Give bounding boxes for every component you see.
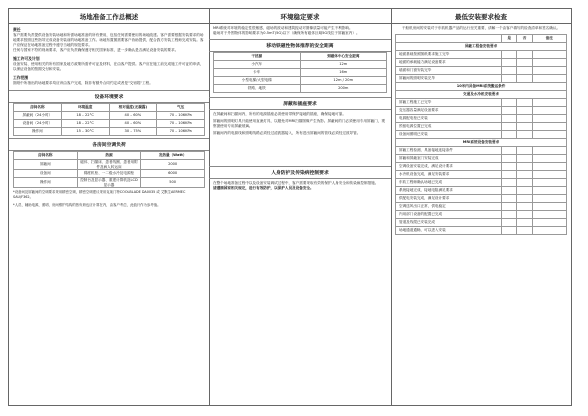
checklist-remark-box[interactable] [532, 219, 566, 227]
checklist-item-label: 管道及线缆已安装完成 [396, 219, 502, 227]
env-table [13, 103, 205, 136]
table-cell: 屏蔽间（24小时） [14, 112, 62, 120]
checklist-no-box[interactable] [517, 187, 532, 195]
checklist-header-cell: 否 [517, 35, 532, 43]
footnote: *设备间及屏蔽间的空调要求采用精密空调，精密空调建议采用克莱门特COOLBLADE DA0035 或 艾默生AERMEC SAU/F362。 [13, 190, 186, 199]
checklist-remark-box[interactable] [532, 99, 566, 107]
overview-notes [9, 188, 209, 210]
checklist-section-title: 10米内具备MRI系统搬运条件 [396, 83, 567, 91]
table-cell: 磁体、扫描床、患者线圈、患者用附件及病人转运床 [77, 160, 141, 170]
checklist-header-cell [396, 35, 502, 43]
checklist-yes-box[interactable] [502, 99, 517, 107]
checklist-item-label: 变压器容量满足设备要求 [396, 107, 502, 115]
environment-column [209, 9, 392, 405]
intro-heading: 工作范围 [13, 75, 29, 80]
checklist-item-label: 水冷机设备完成，满足安装要求 [396, 171, 502, 179]
environment-text-2: 磁场对于外围物体的影响要求为0.5mT(5G)以下（确保所有磁体区域5G线位于屏蔽室内）。 [213, 31, 360, 35]
checklist-no-box[interactable] [517, 67, 532, 75]
table-cell: 200m [300, 85, 387, 93]
checklist-item-row [396, 179, 567, 187]
mag-table-wrap [209, 52, 391, 93]
env-table-body [14, 112, 205, 136]
checklist-yes-box[interactable] [502, 187, 517, 195]
checklist-no-box[interactable] [517, 203, 532, 211]
checklist-yes-box[interactable] [502, 179, 517, 187]
checklist-remark-box[interactable] [532, 123, 566, 131]
checklist-no-box[interactable] [517, 219, 532, 227]
checklist-yes-box[interactable] [502, 171, 517, 179]
checklist-yes-box[interactable] [502, 219, 517, 227]
footnote: *人员、辅助电源、照明、房间维护结构的热负荷也应计算在内，由客户考虑，此值只作为参考值。 [13, 203, 161, 208]
checklist-yes-box[interactable] [502, 163, 517, 171]
env-header-cell: 环境温度 [61, 104, 109, 112]
checklist-item-row [396, 195, 567, 203]
heat-header-cell: 发热量（Watt） [141, 152, 205, 160]
table-cell: 屏蔽间 [14, 160, 78, 170]
table-cell: 小型电梯/大型电梯 [214, 77, 301, 85]
checklist-section-row [396, 139, 567, 147]
checklist-item-label: 空调设备安装完成，满足设计要求 [396, 163, 502, 171]
checklist-no-box[interactable] [517, 51, 532, 59]
checklist-no-box[interactable] [517, 155, 532, 163]
table-cell: 设备间（24小时） [14, 120, 62, 128]
checklist-item-label: 屏蔽和屏蔽室门安装完成 [396, 155, 502, 163]
checklist-item-label: 地面的承载能力满足设备要求 [396, 59, 502, 67]
checklist-item-label: 内用部门设备的配置已完成 [396, 211, 502, 219]
heat-header-cell: 房间名称 [14, 152, 78, 160]
table-row [214, 69, 387, 77]
checklist-no-box[interactable] [517, 99, 532, 107]
mag-header-cell: 到磁体中心安全距离 [300, 53, 387, 61]
checklist-item-row [396, 147, 567, 155]
table-row [14, 178, 205, 188]
checklist-item-label: 场地通道通畅，可以进入安装 [396, 227, 502, 235]
safety-text: 在整个场地准备过程中以及设备安装调试过程中，客户需要采取有效的保护人身安全和传染病控制措施。 [213, 181, 379, 185]
heat-table [13, 151, 205, 188]
checklist-yes-box[interactable] [502, 195, 517, 203]
checklist-item-label: 电源配电柜已安装 [396, 115, 502, 123]
checklist-remark-box[interactable] [532, 131, 566, 139]
checklist-yes-box[interactable] [502, 155, 517, 163]
checklist-section-title: MRI系统设备安装要求 [396, 139, 567, 147]
table-cell: 小汽车 [214, 61, 301, 69]
table-cell: 控制台及显示器、重建计算机及LCD显示器 [77, 178, 141, 188]
checklist-wrap [391, 34, 571, 235]
intro-heading: 施工许可及计划 [13, 56, 40, 61]
checklist-item-row [396, 227, 567, 235]
checklist-section-row [396, 83, 567, 91]
table-cell: 2000 [141, 160, 205, 170]
checklist-item-row [396, 171, 567, 179]
table-cell: 30 – 75% [109, 128, 157, 136]
table-row [214, 85, 387, 93]
table-cell: 操作间 [14, 128, 62, 136]
env-header-cell: 相对湿度(无凝露) [109, 104, 157, 112]
checklist-table [395, 34, 567, 235]
checklist-item-row [396, 123, 567, 131]
checklist-remark-box[interactable] [532, 211, 566, 219]
checklist-item-label: 空调送风出口正常，供电稳定 [396, 203, 502, 211]
table-row [214, 77, 387, 85]
checklist-remark-box[interactable] [532, 227, 566, 235]
checklist-item-label: 屏蔽工程检测，具备接地连接条件 [396, 147, 502, 155]
checklist-remark-box[interactable] [532, 163, 566, 171]
checklist-no-box[interactable] [517, 107, 532, 115]
heat-header-cell: 热源 [77, 152, 141, 160]
checklist-remark-box[interactable] [532, 115, 566, 123]
table-cell: 梯度机柜、一二级水冷及电源柜 [77, 170, 141, 178]
checklist-yes-box[interactable] [502, 147, 517, 155]
checklist-item-row [396, 155, 567, 163]
checklist-item-label: 预留电源位置已完成 [396, 123, 502, 131]
checklist-item-label: 墙面和门窗安装完毕 [396, 67, 502, 75]
checklist-yes-box[interactable] [502, 75, 517, 83]
table-cell: 卡车 [214, 69, 301, 77]
site-prep-overview-column [9, 9, 210, 405]
overview-title: 场地准备工作总概述 [9, 9, 209, 24]
table-cell: 18 – 22°C [61, 112, 109, 120]
table-cell: 40 – 60% [109, 112, 157, 120]
table-row [14, 170, 205, 178]
table-cell: 500 [141, 178, 205, 188]
checklist-no-box[interactable] [517, 179, 532, 187]
checklist-item-row [396, 163, 567, 171]
env-table-wrap [9, 103, 209, 136]
checklist-remark-box[interactable] [532, 195, 566, 203]
overview-intro [9, 27, 209, 86]
site-prep-sheet [8, 8, 572, 406]
checklist-yes-box[interactable] [502, 51, 517, 59]
checklist-remark-box[interactable] [532, 147, 566, 155]
table-cell: 70 – 106KPa [157, 120, 205, 128]
checklist-no-box[interactable] [517, 131, 532, 139]
shield-text: 在屏蔽间和扫描间内，所有的电源插座必须使用带保护接地的插座，确保接地可靠。 [213, 112, 346, 116]
install-check-intro: 干船机房间的安装对于东软机器产品的运行至关重要，请解一个由客户填写的检查清单和签名确认。 [401, 26, 561, 30]
checklist-yes-box[interactable] [502, 131, 517, 139]
table-cell: 40 – 60% [109, 120, 157, 128]
checklist-item-label: 地面基础按照图纸要求施工完毕 [396, 51, 502, 59]
magnetic-distance-title: 移动铁磁性物体推荐的安全距离 [209, 39, 391, 52]
checklist-item-row [396, 131, 567, 139]
env-requirements-title: 设备环境要求 [9, 90, 209, 103]
checklist-yes-box[interactable] [502, 59, 517, 67]
checklist-item-row [396, 67, 567, 75]
intro-paragraph: 客户需要负责提供设备安装场地和所需场地准备的所有费用，包括任何需要使用的场地改建。客户需要根据安装要求的场地要求按照这些指导完成设备安装前的场地准备工作。场地布置图需要客户协助提供，配合我方安装工程师完成安装。客户应保证在场地准备过程中遵守当地的规范要求。 [13, 33, 204, 47]
checklist-remark-box[interactable] [532, 171, 566, 179]
heat-table-wrap [9, 151, 209, 188]
checklist-remark-box[interactable] [532, 75, 566, 83]
checklist-no-box[interactable] [517, 75, 532, 83]
shield-socket-title: 屏蔽和插座要求 [209, 97, 391, 110]
table-cell: 70 – 106KPa [157, 128, 205, 136]
checklist-yes-box[interactable] [502, 123, 517, 131]
checklist-item-row [396, 115, 567, 123]
table-cell: 设备间 [14, 170, 78, 178]
checklist-yes-box[interactable] [502, 67, 517, 75]
checklist-section-row [396, 91, 567, 99]
table-cell: 15 – 30°C [61, 128, 109, 136]
checklist-remark-box[interactable] [532, 203, 566, 211]
mag-header-cell: 干扰源 [214, 53, 301, 61]
checklist-yes-box[interactable] [502, 211, 517, 219]
checklist-no-box[interactable] [517, 59, 532, 67]
checklist-yes-box[interactable] [502, 115, 517, 123]
table-row [14, 112, 205, 120]
checklist-yes-box[interactable] [502, 107, 517, 115]
checklist-no-box[interactable] [517, 163, 532, 171]
intro-paragraph: 任何与国家不符的现场要求，客户应负责确保遵守相关国家标准，进一步确认是否满足设备安装的要求。 [13, 48, 179, 52]
safety-title: 人身防护及传染病控制要求 [209, 166, 391, 179]
checklist-remark-box[interactable] [532, 155, 566, 163]
checklist-item-label: 屏蔽工程施工已完毕 [396, 99, 502, 107]
intro-paragraph: 图纸中所指出的场地要求均应该由客户完成，除非有额外合同约定或者是"交钥匙"工程。 [13, 81, 153, 85]
shield-text-2: 屏蔽间的照明灯具只能使用直流灯具，以避免对MRI扫描图像产生伪影。屏蔽间的门必须使用专用屏蔽门，观察窗使用专用屏蔽玻璃。 [213, 119, 385, 128]
checklist-remark-box[interactable] [532, 59, 566, 67]
environment-text: MRI系统对环境的稳定性很敏感，磁场的波动和建筑振动对图像质量可能产生不利影响。 [213, 26, 353, 30]
table-cell: 12m [300, 61, 387, 69]
table-cell: 操作间 [14, 178, 78, 188]
checklist-header [396, 35, 567, 43]
mag-table-body [214, 61, 387, 93]
checklist-remark-box[interactable] [532, 51, 566, 59]
checklist-item-label: 屏蔽间的照明安装完毕 [396, 75, 502, 83]
checklist-header-cell: 备注 [532, 35, 566, 43]
table-cell: 18 – 22°C [61, 120, 109, 128]
checklist-no-box[interactable] [517, 171, 532, 179]
checklist-item-row [396, 219, 567, 227]
heat-table-header [14, 152, 205, 160]
checklist-item-row [396, 107, 567, 115]
checklist-item-row [396, 187, 567, 195]
checklist-no-box[interactable] [517, 227, 532, 235]
checklist-section-title: 交通及水冷机安装要求 [396, 91, 567, 99]
checklist-no-box[interactable] [517, 211, 532, 219]
table-cell: 铁路、地铁 [214, 85, 301, 93]
safety-text-bold: 请遵循国家相关规定，进行有效防护，以保护人员及设备安全。 [213, 186, 314, 190]
shield-text-3: 屏蔽间内的电源线和照明线路必须经过滤波器接入，所有进出屏蔽间的管线必须经过波导管。 [213, 131, 361, 135]
checklist-no-box[interactable] [517, 123, 532, 131]
table-row [14, 120, 205, 128]
mag-table [213, 52, 387, 93]
table-row [14, 128, 205, 136]
env-header-cell: 气压 [157, 104, 205, 112]
checklist-item-row [396, 51, 567, 59]
checklist-item-label: 东软工程师确认场地已完成 [396, 179, 502, 187]
environment-title: 环境稳定要求 [209, 9, 391, 24]
checklist-no-box[interactable] [517, 115, 532, 123]
install-check-title: 最低安装要求检查 [391, 9, 571, 24]
install-check-column [391, 9, 571, 405]
checklist-item-label: 系统接地完成，接地电阻满足要求 [396, 187, 502, 195]
checklist-section-title: 屏蔽工程备安装要求 [396, 43, 567, 51]
checklist-remark-box[interactable] [532, 67, 566, 75]
intro-heading: 责任 [13, 27, 21, 32]
checklist-item-row [396, 59, 567, 67]
env-header-cell: 房间名称 [14, 104, 62, 112]
intro-paragraph: 设备安装、使用相关的所有国家及地方政策所需许可证及材料，在由客户提供。客户应在施工前完成施工许可证的申请，以保证设备的按期交付和安装。 [13, 62, 204, 71]
heat-table-body [14, 160, 205, 188]
checklist-header-cell: 是 [502, 35, 517, 43]
checklist-yes-box[interactable] [502, 203, 517, 211]
checklist-remark-box[interactable] [532, 179, 566, 187]
table-cell: 70 – 106KPa [157, 112, 205, 120]
checklist-remark-box[interactable] [532, 107, 566, 115]
checklist-no-box[interactable] [517, 195, 532, 203]
table-row [14, 160, 205, 170]
table-cell: 16m [300, 69, 387, 77]
table-cell: 12m / 20m [300, 77, 387, 85]
checklist-remark-box[interactable] [532, 187, 566, 195]
checklist-item-row [396, 99, 567, 107]
table-cell: 6000 [141, 170, 205, 178]
checklist-body [396, 43, 567, 235]
env-table-header [14, 104, 205, 112]
checklist-no-box[interactable] [517, 147, 532, 155]
checklist-item-row [396, 211, 567, 219]
checklist-item-row [396, 203, 567, 211]
checklist-yes-box[interactable] [502, 227, 517, 235]
mag-table-header [214, 53, 387, 61]
checklist-section-row [396, 43, 567, 51]
heat-load-title: 各房间空调负荷 [9, 138, 209, 151]
checklist-item-label: 设备间照明已安装 [396, 131, 502, 139]
table-row [214, 61, 387, 69]
checklist-item-row [396, 75, 567, 83]
checklist-item-label: 供配电安装完成，满足设计要求 [396, 195, 502, 203]
